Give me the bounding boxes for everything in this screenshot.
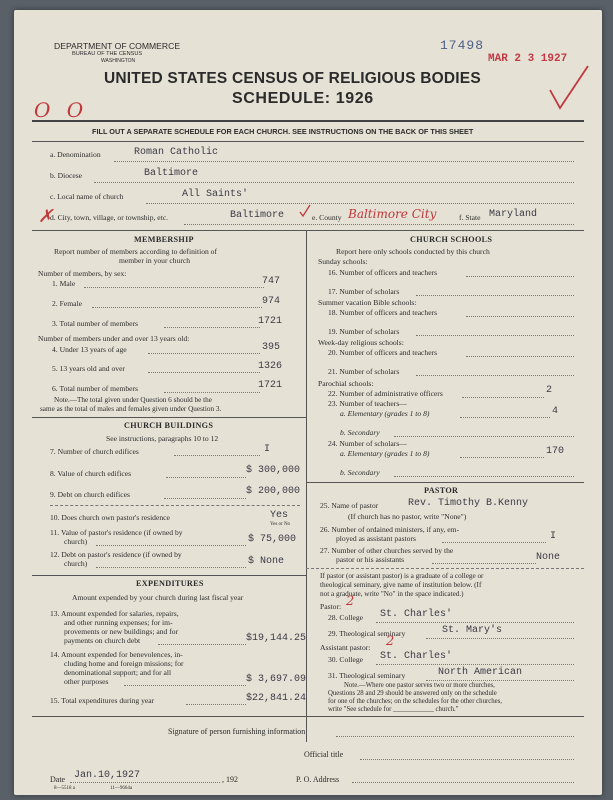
q27-value: None: [536, 552, 561, 563]
q28-college-value: St. Charles': [380, 609, 453, 620]
pastor-subheading: Pastor:: [320, 602, 342, 611]
handwritten-x-mark: ✗: [38, 206, 54, 227]
city-label: WASHINGTON: [101, 58, 136, 64]
schedule-title: SCHEDULE: 1926: [232, 90, 374, 107]
members-by-sex-label: Number of members, by sex:: [38, 269, 127, 278]
q22-value: 2: [546, 385, 553, 396]
assistant-pastor-subheading: Assistant pastor:: [320, 643, 371, 652]
expenditures-heading: EXPENDITURES: [136, 579, 204, 588]
membership-intro-2: member in your church: [119, 256, 191, 265]
denomination-value: Roman Catholic: [134, 147, 219, 158]
q25-pastor-name: Rev. Timothy B.Kenny: [408, 498, 529, 509]
q14-label-4: other purposes: [64, 677, 109, 686]
q30-label: 30. College: [328, 655, 364, 664]
date-value: Jan.10,1927: [74, 770, 141, 781]
header-rule: [32, 120, 584, 122]
graduate-instructions: If pastor (or assistant pastor) is a graduate of a college or: [320, 572, 484, 580]
graduate-instructions-2: theological seminary, give name of institution below. (If: [320, 581, 482, 589]
q5-over-13-label: 5. 13 years old and over: [52, 364, 125, 373]
pastor-note-4: write "See schedule for ____________ church.": [328, 706, 459, 713]
q17-label: 17. Number of scholars: [328, 287, 400, 296]
small-check-icon: [298, 204, 312, 218]
schools-heading: CHURCH SCHOOLS: [410, 235, 493, 244]
buildings-heading: CHURCH BUILDINGS: [124, 421, 214, 430]
stamp-number: 17498: [440, 38, 485, 53]
po-address-label: P. O. Address: [296, 775, 340, 784]
body-bottom-rule: [32, 716, 584, 717]
q13-label-2: and other running expenses; for im-: [64, 618, 173, 627]
county-label: e. County: [312, 213, 342, 222]
q24a-value: 170: [546, 446, 565, 457]
handwritten-oo-mark: O O: [34, 98, 89, 122]
q23a-label: a. Elementary (grades 1 to 8): [340, 409, 430, 418]
q30-college-value: St. Charles': [380, 651, 453, 662]
sunday-schools-label: Sunday schools:: [318, 257, 368, 266]
q1-male-label: 1. Male: [52, 279, 76, 288]
form-code: 8—5518 a: [54, 786, 75, 791]
q7-edifices-value: I: [264, 444, 271, 455]
q31-seminary-value: North American: [438, 667, 523, 678]
q2-female-label: 2. Female: [52, 299, 82, 308]
q4-under-13-label: 4. Under 13 years of age: [52, 345, 127, 354]
church-name-label: c. Local name of church: [50, 192, 124, 201]
q24-label: 24. Number of scholars—: [328, 439, 407, 448]
weekday-schools-label: Week-day religious schools:: [318, 338, 404, 347]
q9-debt-label: 9. Debt on church edifices: [50, 490, 130, 499]
q15-label: 15. Total expenditures during year: [50, 696, 155, 705]
q25-label: 25. Name of pastor: [320, 501, 379, 510]
q4-under-13-value: 395: [262, 342, 281, 353]
year-suffix: , 192: [222, 775, 238, 784]
q15-value: $22,841.24: [246, 693, 307, 704]
bureau-label: BUREAU OF THE CENSUS: [72, 51, 143, 57]
q8-value-label: 8. Value of church edifices: [50, 469, 132, 478]
q8-value-value: $ 300,000: [246, 465, 301, 476]
assistant-handwritten-mark: 2: [386, 634, 395, 649]
age-intro-label: Number of members under and over 13 years old:: [38, 334, 190, 343]
schools-intro: Report here only schools conducted by this church: [336, 247, 490, 256]
q26-label: 26. Number of ordained ministers, if any, em-: [320, 525, 460, 534]
q24b-label: b. Secondary: [340, 468, 380, 477]
county-value: Baltimore City: [348, 207, 437, 221]
membership-note: Note.—The total given under Question 6 should be the: [54, 396, 212, 404]
pastor-handwritten-mark: 2: [346, 594, 355, 609]
q23b-label: b. Secondary: [340, 428, 380, 437]
q6-total-label: 6. Total number of members: [52, 384, 139, 393]
column-divider: [306, 230, 307, 742]
q1-male-value: 747: [262, 276, 281, 287]
q19-label: 19. Number of scholars: [328, 327, 400, 336]
q23a-value: 4: [552, 406, 559, 417]
q14-label-3: denominational support; and for all: [64, 668, 172, 677]
pastor-heading: PASTOR: [424, 486, 459, 495]
q2-female-value: 974: [262, 296, 281, 307]
q10-residence-label: 10. Does church own pastor's residence: [50, 513, 170, 522]
department-label: DEPARTMENT OF COMMERCE: [54, 41, 181, 51]
q13-label-4: payments on church debt: [64, 636, 141, 645]
q13-label-3: provements or new buildings; and for: [64, 627, 179, 636]
membership-note-2: same as the total of males and females given under Question 3.: [40, 405, 222, 413]
q26-label-2: ployed as assistant pastors: [336, 534, 416, 543]
q14-label-2: cluding home and foreign missions; for: [64, 659, 184, 668]
q14-value: $ 3,697.09: [246, 674, 307, 685]
official-title-label: Official title: [304, 750, 344, 759]
state-label: f. State: [459, 213, 481, 222]
q3-total-value: 1721: [258, 316, 283, 327]
stamp-date: MAR 2 3 1927: [488, 53, 568, 65]
census-schedule-sheet: [14, 10, 602, 795]
diocese-value: Baltimore: [144, 168, 199, 179]
signature-label: Signature of person furnishing information: [168, 727, 306, 736]
q12-residence-debt-value: $ None: [248, 556, 285, 567]
print-code: 11—9664a: [110, 786, 133, 791]
q26-value: I: [550, 531, 557, 542]
q11-residence-value-label-2: church): [64, 537, 88, 546]
membership-heading: MEMBERSHIP: [134, 235, 194, 244]
membership-intro: Report number of members according to definition of: [54, 247, 218, 256]
q27-label-2: pastor or his assistants: [336, 555, 405, 564]
q5-over-13-value: 1326: [258, 361, 283, 372]
parochial-schools-label: Parochial schools:: [318, 379, 374, 388]
check-mark-icon: [546, 62, 592, 114]
q11-residence-value-label: 11. Value of pastor's residence (if owned by: [50, 528, 183, 537]
q12-residence-debt-label: 12. Debt on pastor's residence (if owned by: [50, 550, 182, 559]
diocese-label: b. Diocese: [50, 171, 83, 180]
q14-label: 14. Amount expended for benevolences, in-: [50, 650, 183, 659]
expenditures-subtitle: Amount expended by your church during last fiscal year: [72, 593, 244, 602]
q22-label: 22. Number of administrative officers: [328, 389, 443, 398]
top-fields-rule: [32, 230, 584, 231]
q6-total-value: 1721: [258, 380, 283, 391]
instruction-rule: [32, 141, 584, 142]
pastor-note-3: for one of the churches; on the schedules for the other churches,: [328, 698, 503, 705]
form-title: UNITED STATES CENSUS OF RELIGIOUS BODIES: [104, 70, 481, 87]
q29-seminary-value: St. Mary's: [442, 625, 503, 636]
q29-label: 29. Theological seminary: [328, 629, 406, 638]
q24a-label: a. Elementary (grades 1 to 8): [340, 449, 430, 458]
q12-residence-debt-label-2: church): [64, 559, 88, 568]
q20-label: 20. Number of officers and teachers: [328, 348, 438, 357]
q21-label: 21. Number of scholars: [328, 367, 400, 376]
q16-label: 16. Number of officers and teachers: [328, 268, 438, 277]
q13-label: 13. Amount expended for salaries, repairs,: [50, 609, 179, 618]
state-value: Maryland: [489, 209, 538, 220]
q10-hint: Yes or No: [270, 522, 291, 527]
q31-label: 31. Theological seminary: [328, 671, 406, 680]
q9-debt-value: $ 200,000: [246, 486, 301, 497]
pastor-note: Note.—Where one pastor serves two or more churches,: [344, 682, 495, 689]
denomination-label: a. Denomination: [50, 150, 101, 159]
q28-label: 28. College: [328, 613, 364, 622]
q3-total-label: 3. Total number of members: [52, 319, 139, 328]
q7-edifices-label: 7. Number of church edifices: [50, 447, 139, 456]
q27-label: 27. Number of other churches served by the: [320, 546, 454, 555]
q10-residence-value: Yes: [270, 510, 289, 521]
pastor-note-2: Questions 28 and 29 should be answered only on the schedule: [328, 690, 497, 697]
summer-schools-label: Summer vacation Bible schools:: [318, 298, 417, 307]
date-label: Date: [50, 775, 66, 784]
instruction-line: FILL OUT A SEPARATE SCHEDULE FOR EACH CHURCH. SEE INSTRUCTIONS ON THE BACK OF THIS SHEET: [92, 127, 474, 136]
q25-hint: (If church has no pastor, write "None"): [348, 512, 467, 521]
q18-label: 18. Number of officers and teachers: [328, 308, 438, 317]
q11-residence-value: $ 75,000: [248, 534, 297, 545]
city-field-label: d. City, town, village, or township, etc.: [50, 213, 169, 222]
q13-value: $19,144.25: [246, 633, 307, 644]
city-field-value: Baltimore: [230, 210, 285, 221]
church-name-value: All Saints': [182, 189, 249, 200]
graduate-instructions-3: not a graduate, write "No" in the space indicated.): [320, 590, 464, 598]
q23-label: 23. Number of teachers—: [328, 399, 407, 408]
buildings-subtitle: See instructions, paragraphs 10 to 12: [106, 434, 219, 443]
